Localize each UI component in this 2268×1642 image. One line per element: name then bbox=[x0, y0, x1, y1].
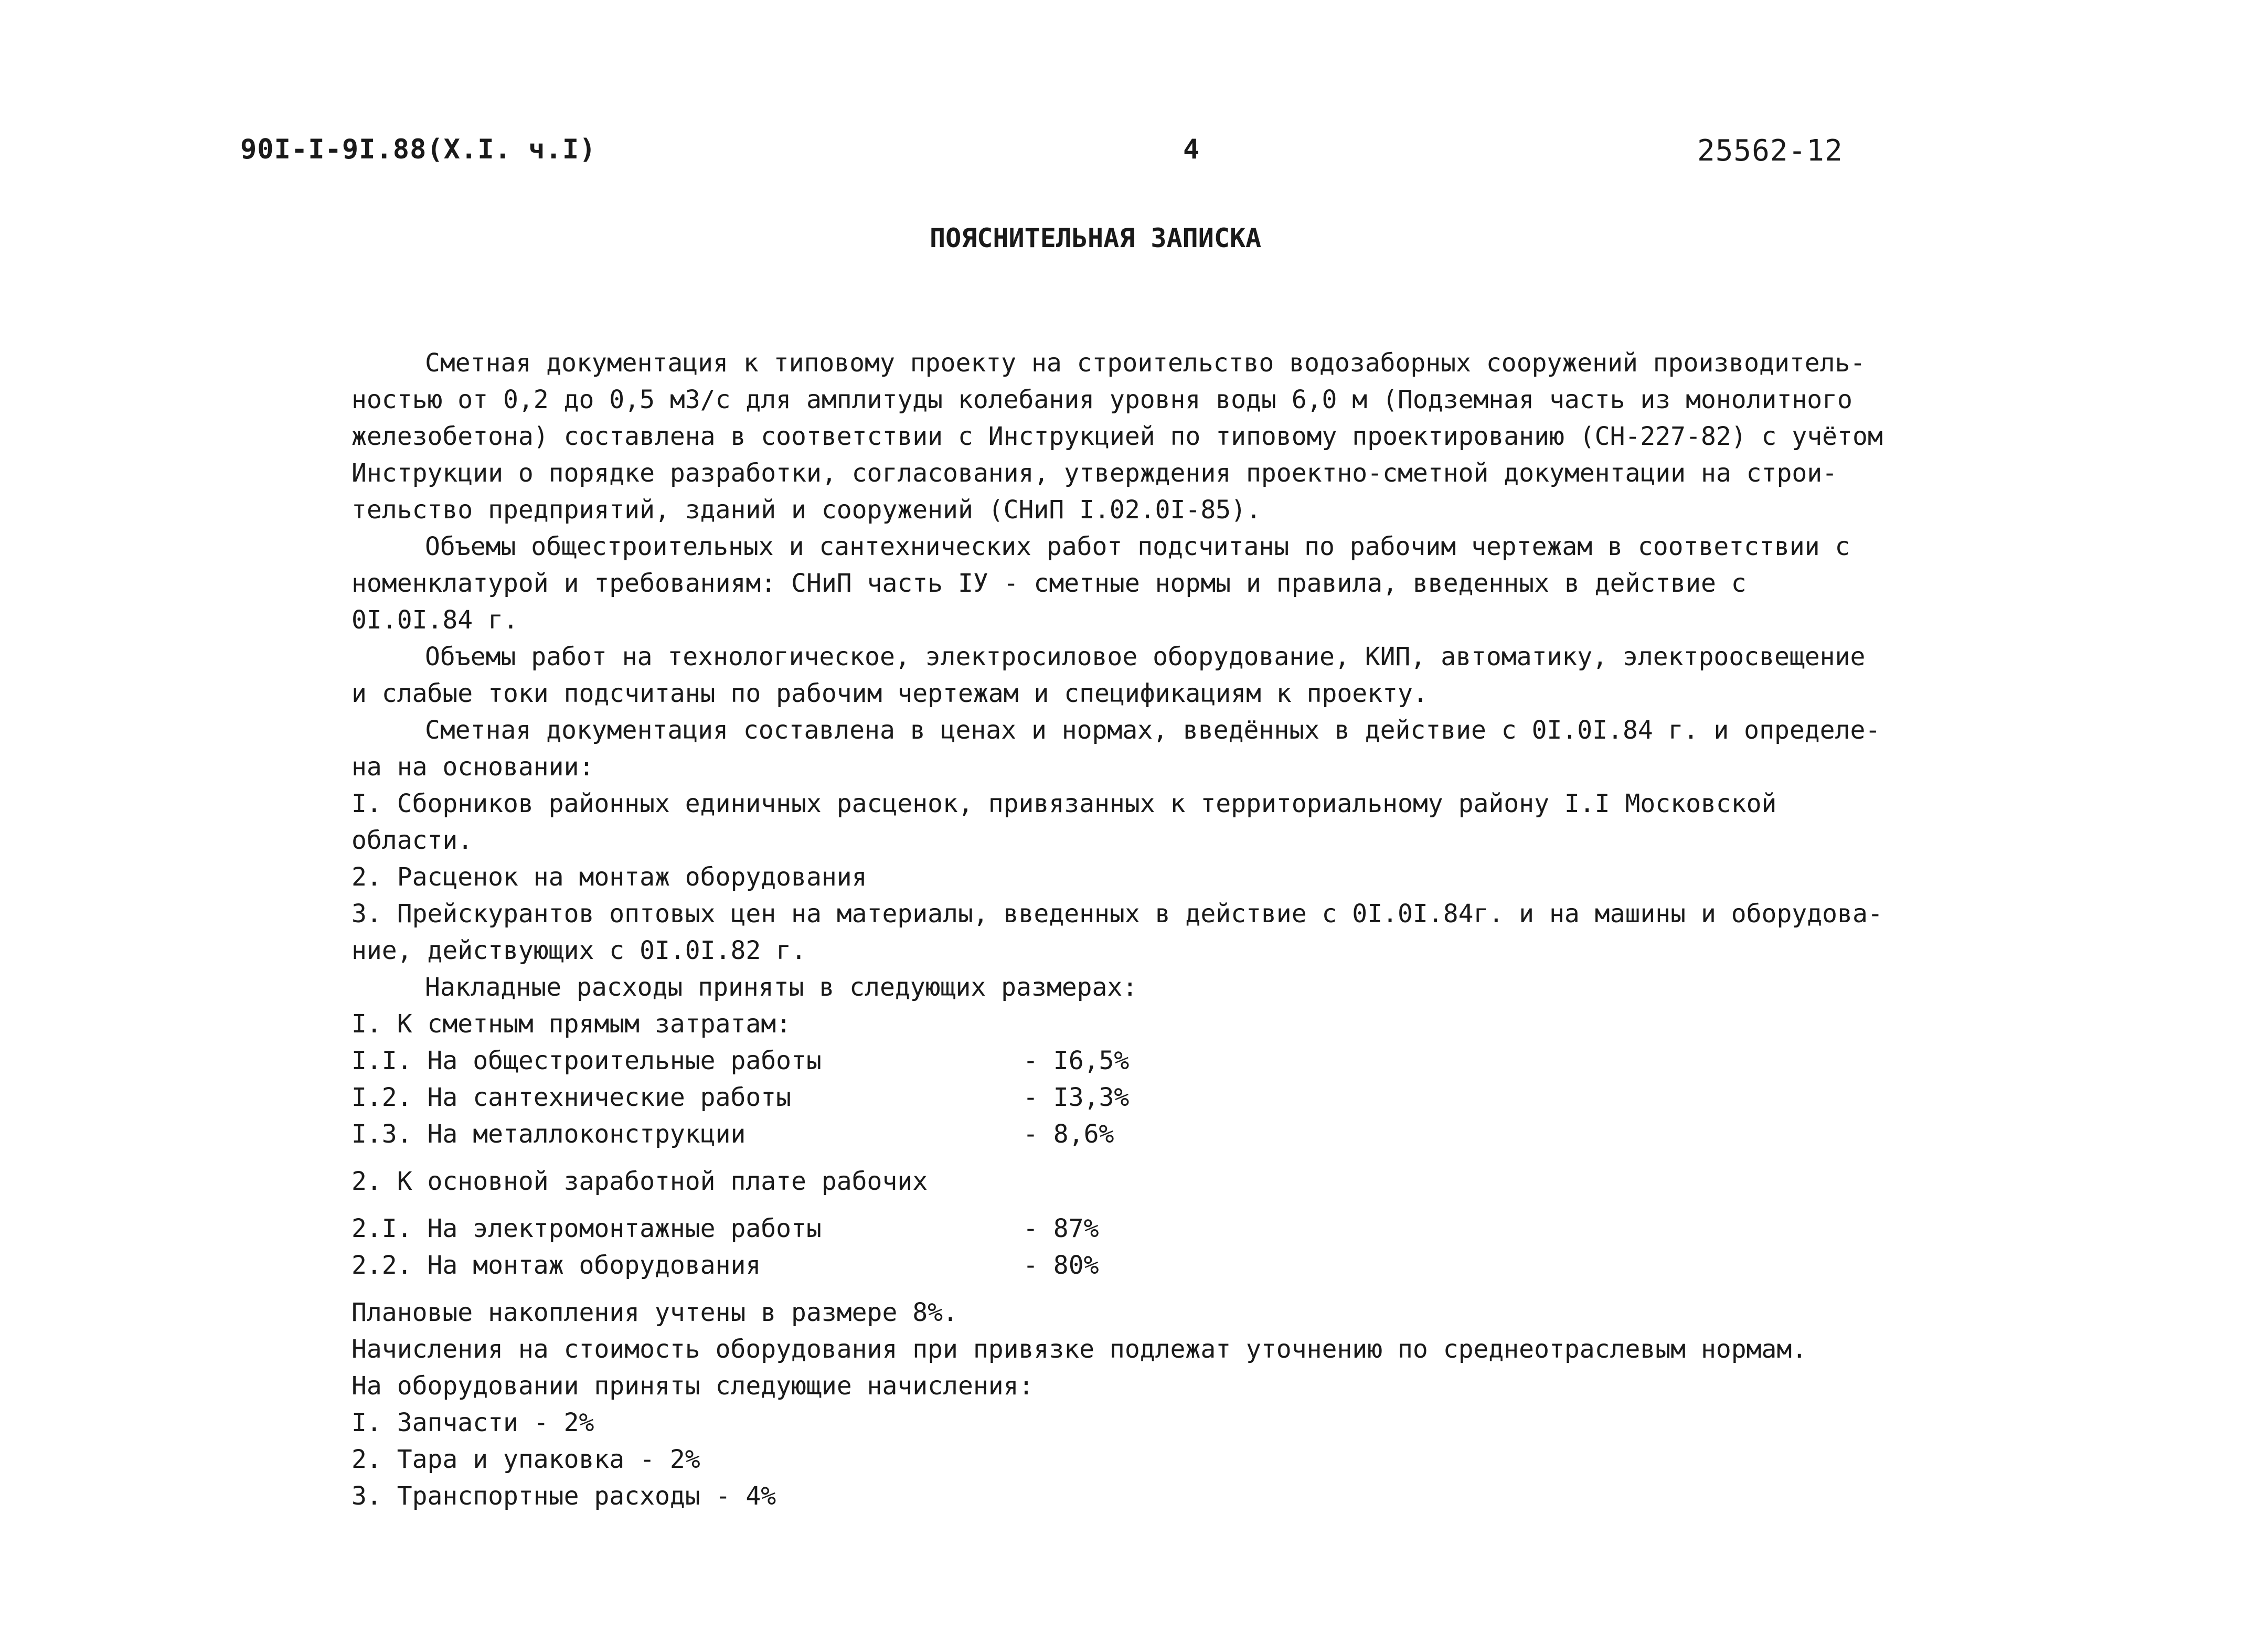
basis-list-item: I. Сборников районных единичных расценок, привязанных к территориальному району I.I Московской bbox=[352, 789, 1777, 818]
overhead-item-value: - 80% bbox=[1023, 1251, 1099, 1280]
paragraph-1-line: железобетона) составлена в соответствии с Инструкцией по типовому проектированию (СН-227-82) с учётом bbox=[352, 422, 1883, 451]
archive-number: 25562-12 bbox=[1697, 134, 1843, 168]
page-title: ПОЯСНИТЕЛЬНАЯ ЗАПИСКА bbox=[930, 223, 1262, 253]
overhead-item-value: - 87% bbox=[1023, 1214, 1099, 1243]
basis-list-item: 3. Прейскурантов оптовых цен на материалы, введенных в действие с 0I.0I.84г. и на машины и оборудова- bbox=[352, 899, 1883, 929]
overhead-group-heading: I. К сметным прямым затратам: bbox=[352, 1009, 792, 1039]
paragraph-1-line: ностью от 0,2 до 0,5 м3/с для амплитуды колебания уровня воды 6,0 м (Подземная часть из монолитного bbox=[352, 385, 1852, 414]
overhead-item-value: - I3,3% bbox=[1023, 1083, 1130, 1112]
paragraph-3-line: и слабые токи подсчитаны по рабочим чертежам и спецификациям к проекту. bbox=[352, 679, 1428, 708]
overhead-item-label: 2.2. На монтаж оборудования bbox=[352, 1251, 761, 1280]
planned-accumulation: Плановые накопления учтены в размере 8%. bbox=[352, 1298, 958, 1327]
overhead-item-label: I.2. На сантехнические работы bbox=[352, 1083, 792, 1112]
paragraph-2-line: номенклатурой и требованиям: СНиП часть IУ - сметные нормы и правила, введенных в действие с bbox=[352, 569, 1747, 598]
overhead-item-value: - I6,5% bbox=[1023, 1046, 1130, 1075]
overhead-item-value: - 8,6% bbox=[1023, 1119, 1114, 1149]
page-number: 4 bbox=[1183, 134, 1200, 165]
paragraph-1-line: Инструкции о порядке разработки, согласования, утверждения проектно-сметной документации на строи- bbox=[352, 459, 1838, 488]
basis-list-item: области. bbox=[352, 826, 473, 855]
overhead-intro: Накладные расходы приняты в следующих размерах: bbox=[425, 973, 1138, 1002]
overhead-item-label: 2.I. На электромонтажные работы bbox=[352, 1214, 822, 1243]
equipment-item: 3. Транспортные расходы - 4% bbox=[352, 1481, 776, 1511]
overhead-item-label: I.I. На общестроительные работы bbox=[352, 1046, 822, 1075]
paragraph-2-line: 0I.0I.84 г. bbox=[352, 605, 518, 635]
equipment-intro: На оборудовании приняты следующие начисления: bbox=[352, 1371, 1034, 1401]
basis-list-item: 2. Расценок на монтаж оборудования bbox=[352, 862, 867, 892]
paragraph-4-line: на на основании: bbox=[352, 752, 594, 782]
equipment-item: I. Запчасти - 2% bbox=[352, 1408, 594, 1437]
overhead-group-heading: 2. К основной заработной плате рабочих bbox=[352, 1167, 928, 1196]
equipment-item: 2. Тара и упаковка - 2% bbox=[352, 1445, 700, 1474]
equipment-note: Начисления на стоимость оборудования при привязке подлежат уточнению по среднеотраслевым нормам. bbox=[352, 1335, 1807, 1364]
document-code: 90I-I-9I.88(X.I. ч.I) bbox=[240, 134, 597, 165]
paragraph-3-line: Объемы работ на технологическое, электросиловое оборудование, КИП, автоматику, электроосвещение bbox=[425, 642, 1866, 671]
overhead-item-label: I.3. На металлоконструкции bbox=[352, 1119, 746, 1149]
paragraph-1-line: тельство предприятий, зданий и сооружений (СНиП I.02.0I-85). bbox=[352, 495, 1261, 525]
paragraph-1-line: Сметная документация к типовому проекту на строительство водозаборных сооружений производитель- bbox=[425, 348, 1866, 378]
paragraph-2-line: Объемы общестроительных и сантехнических работ подсчитаны по рабочим чертежам в соответствии с bbox=[425, 532, 1850, 561]
basis-list-item: ние, действующих с 0I.0I.82 г. bbox=[352, 936, 806, 965]
paragraph-4-line: Сметная документация составлена в ценах и нормах, введённых в действие с 0I.0I.84 г. и определе- bbox=[425, 716, 1881, 745]
